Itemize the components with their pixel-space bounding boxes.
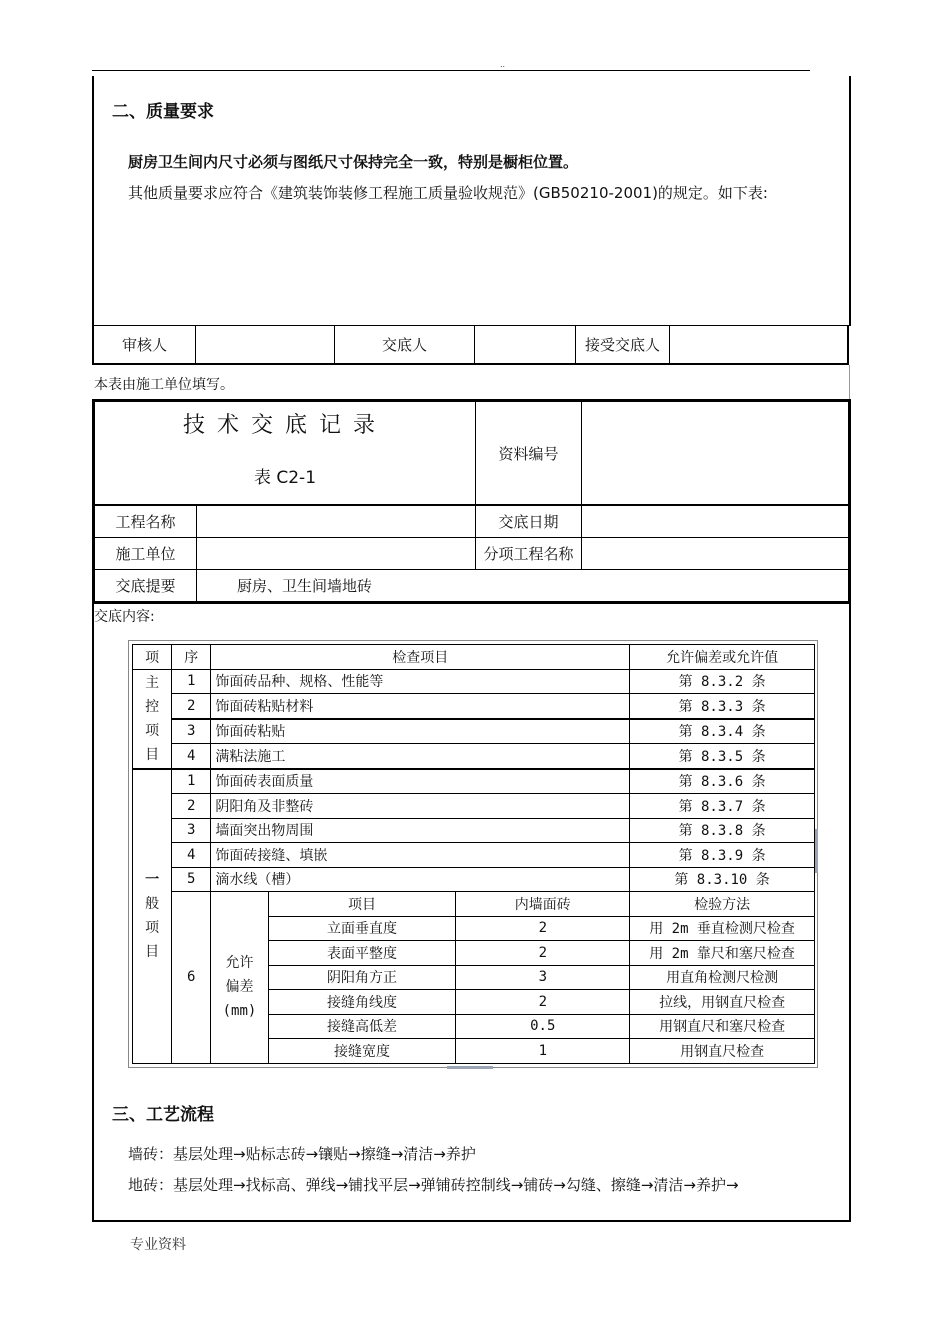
general-check: 墙面突出物周围: [211, 818, 630, 843]
floor-flow: 地砖：基层处理→找标高、弹线→铺找平层→弹铺砖控制线→铺砖→勾缝、擦缝→清洁→养护→: [128, 1176, 739, 1194]
tol-value: 0.5: [456, 1014, 630, 1039]
summary-value: 厨房、卫生间墙地砖: [197, 570, 849, 602]
main-seq: 2: [172, 694, 211, 719]
tol-value: 2: [456, 941, 630, 966]
tol-label-1: 允许: [225, 955, 254, 972]
general-seq: 3: [172, 818, 211, 843]
header-rule: [92, 70, 810, 71]
tol-seq: 6: [172, 892, 211, 1064]
main-value: 第 8.3.4 条: [630, 719, 815, 744]
section2-title: 二、质量要求: [112, 102, 214, 122]
tol-value: 2: [456, 916, 630, 941]
tol-item: 接缝高低差: [268, 1014, 456, 1039]
main-seq: 3: [172, 719, 211, 744]
sign-row: [92, 325, 849, 365]
reviewer-value[interactable]: [196, 326, 335, 363]
project-name-label: 工程名称: [95, 506, 197, 538]
section2-line1: 厨房卫生间内尺寸必须与图纸尺寸保持完全一致，特别是橱柜位置。: [128, 153, 579, 171]
general-value: 第 8.3.10 条: [630, 867, 815, 892]
scroll-marker: [447, 1066, 493, 1069]
main-check: 饰面砖粘贴材料: [211, 694, 630, 719]
general-check: 阴阳角及非整砖: [211, 794, 630, 819]
general-check: 饰面砖表面质量: [211, 769, 630, 794]
wall-flow: 墙砖：基层处理→贴标志砖→镶贴→擦缝→清洁→养护: [128, 1145, 476, 1163]
tol-hdr-item: 项目: [268, 892, 456, 917]
main-group-label: 主控项目: [133, 669, 172, 769]
general-value: 第 8.3.7 条: [630, 794, 815, 819]
section2-line2: 其他质量要求应符合《建筑装饰装修工程施工质量验收规范》(GB50210-2001)的规定。如下表:: [128, 184, 768, 202]
tol-method: 拉线，用钢直尺检查: [630, 990, 815, 1015]
tol-hdr-method: 检验方法: [630, 892, 815, 917]
tol-item: 表面平整度: [268, 941, 456, 966]
general-seq: 1: [172, 769, 211, 794]
record-title: 技术交底记录: [182, 413, 387, 438]
doc-no-label: 资料编号: [476, 402, 582, 505]
spec-table: [132, 644, 815, 1064]
general-value: 第 8.3.9 条: [630, 843, 815, 868]
sub-project-value[interactable]: [582, 538, 849, 570]
main-check: 饰面砖品种、规格、性能等: [211, 669, 630, 694]
discloser-label: 交底人: [335, 326, 475, 363]
main-check: 饰面砖粘贴: [211, 719, 630, 744]
tol-method: 用 2m 垂直检测尺检查: [630, 916, 815, 941]
general-value: 第 8.3.8 条: [630, 818, 815, 843]
main-value: 第 8.3.2 条: [630, 669, 815, 694]
main-value: 第 8.3.3 条: [630, 694, 815, 719]
general-group-rest: 般项目: [145, 895, 160, 960]
tol-label-3: (mm): [222, 1003, 257, 1020]
general-group-top: 一: [145, 871, 160, 888]
reviewer-label: 审核人: [94, 326, 196, 363]
hdr-allow: 允许偏差或允许值: [630, 645, 815, 670]
edge-line: [849, 365, 850, 399]
unit-value[interactable]: [197, 538, 476, 570]
top-marker: ..: [500, 60, 506, 69]
tol-item: 接缝宽度: [268, 1039, 456, 1064]
tol-value: 3: [456, 965, 630, 990]
receiver-value[interactable]: [670, 326, 847, 363]
general-seq: 4: [172, 843, 211, 868]
tol-item: 接缝角线度: [268, 990, 456, 1015]
content-label: 交底内容:: [94, 609, 155, 625]
scroll-marker: [815, 829, 818, 873]
tol-value: 1: [456, 1039, 630, 1064]
tol-label-2: 偏差: [225, 979, 254, 996]
doc-no-value[interactable]: [582, 402, 849, 505]
tol-method: 用 2m 靠尺和塞尺检查: [630, 941, 815, 966]
general-check: 饰面砖接缝、填嵌: [211, 843, 630, 868]
summary-label: 交底提要: [95, 570, 197, 602]
tol-method: 用直角检测尺检测: [630, 965, 815, 990]
general-check: 滴水线（槽）: [211, 867, 630, 892]
receiver-label: 接受交底人: [576, 326, 670, 363]
date-label: 交底日期: [476, 506, 582, 538]
discloser-value[interactable]: [475, 326, 576, 363]
main-value: 第 8.3.5 条: [630, 744, 815, 769]
main-check: 满粘法施工: [211, 744, 630, 769]
tol-item: 立面垂直度: [268, 916, 456, 941]
record-title-cell: [95, 402, 476, 505]
sub-project-label: 分项工程名称: [476, 538, 582, 570]
tol-item: 阴阳角方正: [268, 965, 456, 990]
hdr-item: 项: [133, 645, 172, 670]
main-seq: 4: [172, 744, 211, 769]
general-group-label: [133, 769, 172, 1064]
general-value: 第 8.3.6 条: [630, 769, 815, 794]
hdr-check: 检查项目: [211, 645, 630, 670]
general-seq: 5: [172, 867, 211, 892]
tol-method: 用钢直尺和塞尺检查: [630, 1014, 815, 1039]
fill-note: 本表由施工单位填写。: [94, 377, 234, 393]
form-number: 表 C2-1: [253, 468, 317, 488]
tol-label: [211, 892, 268, 1064]
main-seq: 1: [172, 669, 211, 694]
tol-hdr-value: 内墙面砖: [456, 892, 630, 917]
section3-title: 三、工艺流程: [112, 1105, 214, 1125]
tol-value: 2: [456, 990, 630, 1015]
record-header: [92, 399, 851, 604]
date-value[interactable]: [582, 506, 849, 538]
unit-label: 施工单位: [95, 538, 197, 570]
tol-method: 用钢直尺检查: [630, 1039, 815, 1064]
general-seq: 2: [172, 794, 211, 819]
footer-label: 专业资料: [130, 1237, 186, 1253]
hdr-seq: 序: [172, 645, 211, 670]
spec-table-wrap: [128, 640, 818, 1068]
project-name-value[interactable]: [197, 506, 476, 538]
